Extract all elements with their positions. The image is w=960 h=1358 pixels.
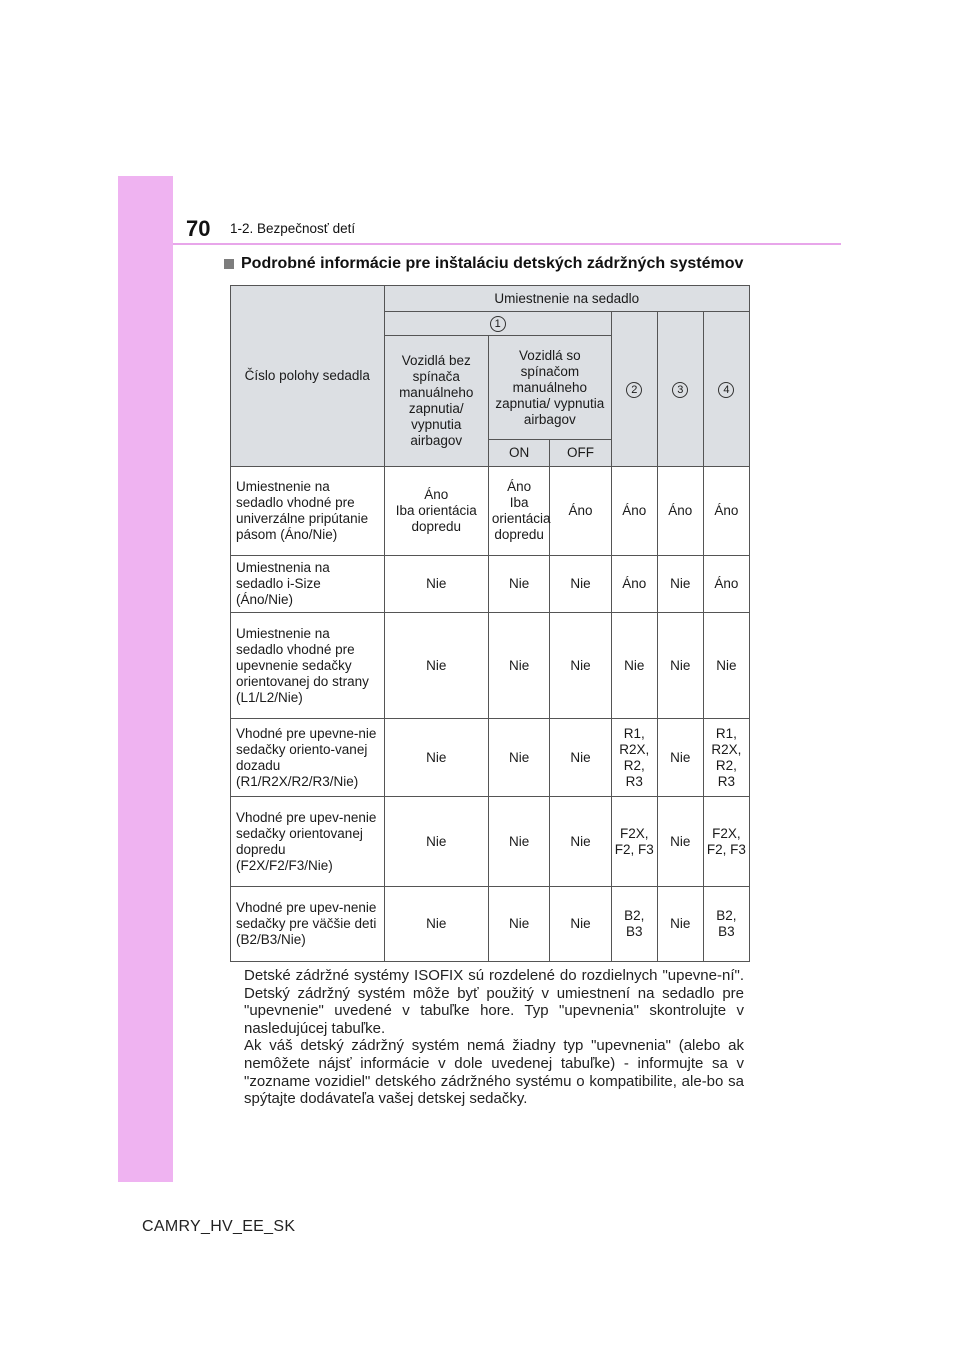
table-cell: Áno [611, 467, 657, 556]
col-header-seat-position: Číslo polohy sedadla [231, 286, 385, 467]
square-bullet-icon [224, 259, 234, 269]
table-cell: Áno [703, 467, 749, 556]
position-1-header [384, 312, 611, 336]
circled-number-4: 4 [718, 382, 734, 398]
circled-number-1: 1 [490, 316, 506, 332]
table-cell: Nie [657, 556, 703, 613]
table-cell: R1, R2X, R2, R3 [611, 719, 657, 797]
table-cell: Nie [550, 613, 611, 719]
table-cell: Nie [384, 613, 488, 719]
table-cell: Nie [488, 797, 549, 887]
section-heading [224, 255, 743, 273]
table-cell: Nie [611, 613, 657, 719]
switch-on-header: ON [488, 440, 549, 467]
table-cell: Nie [488, 613, 549, 719]
paragraph: Detské zádržné systémy ISOFIX sú rozdelené do rozdielnych "upevne-ní". Detský zádržný systém môže byť použitý v umiestnení na sedadlo pre "upevnenie" uvedené v tabuľke hore. Typ "upevnenia" skontrolujte v nasledujúcej tabuľke. [244, 967, 744, 1037]
paragraph: Ak váš detský zádržný systém nemá žiadny typ "upevnenia" (alebo ak nemôžete nájsť informácie v dole uvedenej tabuľke) - informujte sa v "zozname vozidiel" detského zádržného systému o kompatibilite, ale-bo sa spýtajte dodávateľa vašej detskej sedačky. [244, 1037, 744, 1108]
table-row [231, 797, 750, 887]
table-row [231, 613, 750, 719]
table-cell: Áno [703, 556, 749, 613]
table-cell: Nie [550, 719, 611, 797]
row-label: Umiestnenia na sedadlo i-Size (Áno/Nie) [231, 556, 385, 613]
group-header-seat-location: Umiestnenie na sedadlo [384, 286, 749, 312]
table-cell: Áno [550, 467, 611, 556]
row-label: Umiestnenie na sedadlo vhodné pre upevnenie sedačky orientovanej do strany (L1/L2/Nie) [231, 613, 385, 719]
subheader-with-switch: Vozidlá so spínačom manuálneho zapnutia/ vypnutia airbagov [488, 336, 611, 440]
table-cell: Nie [657, 797, 703, 887]
row-label: Vhodné pre upevne-nie sedačky oriento-vanej dozadu (R1/R2X/R2/R3/Nie) [231, 719, 385, 797]
side-color-band [118, 176, 173, 1182]
table-cell: Nie [384, 797, 488, 887]
seat-position-table [230, 285, 750, 962]
table-cell: F2X, F2, F3 [611, 797, 657, 887]
table-cell: F2X, F2, F3 [703, 797, 749, 887]
table-cell: Nie [657, 887, 703, 962]
table-cell: Nie [384, 556, 488, 613]
table-cell: Nie [703, 613, 749, 719]
table-row [231, 719, 750, 797]
table-cell: Nie [550, 556, 611, 613]
chapter-title: 1-2. Bezpečnosť detí [230, 221, 356, 236]
table-cell: Nie [657, 719, 703, 797]
subheader-without-switch: Vozidlá bez spínača manuálneho zapnutia/ vypnutia airbagov [384, 336, 488, 467]
table-row [231, 467, 750, 556]
table-cell: Áno Iba orientácia dopredu [488, 467, 549, 556]
position-4-header [703, 312, 749, 467]
table-cell: Áno [611, 556, 657, 613]
table-cell: R1, R2X, R2, R3 [703, 719, 749, 797]
description-text [244, 967, 744, 1108]
table-row [231, 556, 750, 613]
row-label: Vhodné pre upev-nenie sedačky pre väčšie deti (B2/B3/Nie) [231, 887, 385, 962]
switch-off-header: OFF [550, 440, 611, 467]
table-cell: B2, B3 [703, 887, 749, 962]
table-cell: Nie [550, 797, 611, 887]
table-cell: Nie [550, 887, 611, 962]
table-cell: Nie [488, 556, 549, 613]
table-cell: Áno [657, 467, 703, 556]
table-row [231, 887, 750, 962]
section-heading-text: Podrobné informácie pre inštaláciu detských zádržných systémov [241, 255, 744, 272]
footer-doc-code: CAMRY_HV_EE_SK [142, 1218, 296, 1235]
table-cell: Áno Iba orientácia dopredu [384, 467, 488, 556]
position-2-header [611, 312, 657, 467]
table-cell: Nie [384, 719, 488, 797]
header-rule [173, 243, 841, 245]
table-cell: Nie [488, 887, 549, 962]
table-cell: Nie [657, 613, 703, 719]
circled-number-3: 3 [672, 382, 688, 398]
page-number: 70 [186, 216, 211, 241]
row-label: Vhodné pre upev-nenie sedačky orientovanej dopredu (F2X/F2/F3/Nie) [231, 797, 385, 887]
circled-number-2: 2 [626, 382, 642, 398]
table-cell: B2, B3 [611, 887, 657, 962]
row-label: Umiestnenie na sedadlo vhodné pre univerzálne pripútanie pásom (Áno/Nie) [231, 467, 385, 556]
table-cell: Nie [488, 719, 549, 797]
position-3-header [657, 312, 703, 467]
table-cell: Nie [384, 887, 488, 962]
